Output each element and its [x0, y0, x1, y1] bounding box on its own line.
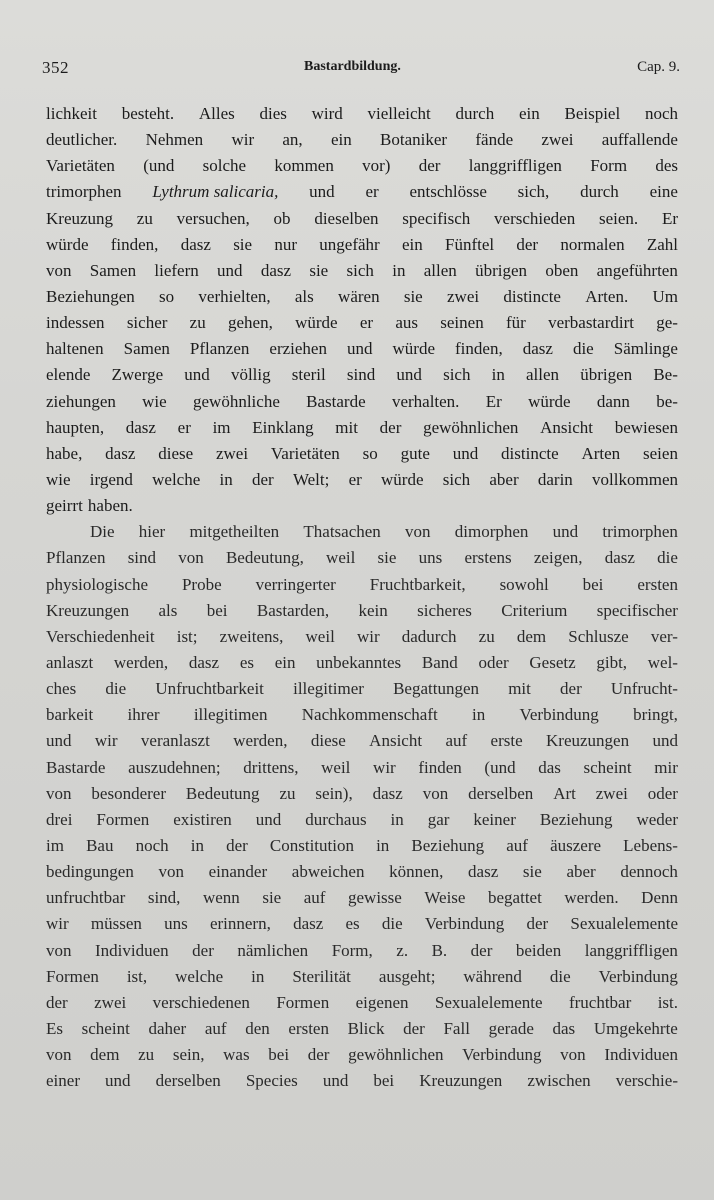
text-line: Beziehungen so verhielten, als wären sie zwei distincte Arten. Um: [46, 286, 678, 306]
text-line: der zwei verschiedenen Formen eigenen Sexualelemente fruchtbar ist.: [46, 992, 678, 1012]
text-line: habe, dasz diese zwei Varietäten so gute und distincte Arten seien: [46, 443, 678, 463]
text-line: Pflanzen sind von Bedeutung, weil sie uns erstens zeigen, dasz die: [46, 548, 678, 568]
paragraph: [46, 519, 678, 1094]
text-line: Die hier mitgetheilten Thatsachen von dimorphen und trimorphen: [90, 522, 678, 542]
text-line: von Individuen der nämlichen Form, z. B. der beiden langgriffligen: [46, 940, 678, 960]
text-line: ziehungen wie gewöhnliche Bastarde verhalten. Er würde dann be-: [46, 391, 678, 411]
text-line: deutlicher. Nehmen wir an, ein Botaniker fände zwei auffallende: [46, 130, 678, 150]
text-line: lichkeit besteht. Alles dies wird vielleicht durch ein Beispiel noch: [46, 104, 678, 123]
text-line: unfruchtbar sind, wenn sie auf gewisse Weise begattet werden. Denn: [46, 888, 678, 908]
text-line: Bastarde auszudehnen; drittens, weil wir finden (und das scheint mir: [46, 757, 678, 777]
text-line: haupten, dasz er im Einklang mit der gewöhnlichen Ansicht bewiesen: [46, 417, 678, 437]
page-number: 352: [42, 58, 69, 77]
text-line: elende Zwerge und völlig steril sind und sich in allen übrigen Be-: [46, 365, 678, 385]
text-line: anlaszt werden, dasz es ein unbekanntes Band oder Gesetz gibt, wel-: [46, 652, 678, 672]
text-line: wie irgend welche in der Welt; er würde sich aber darin vollkommen: [46, 469, 678, 489]
text-line: würde finden, dasz sie nur ungefähr ein Fünftel der normalen Zahl: [46, 234, 678, 254]
text-line: von Samen liefern und dasz sie sich in allen übrigen oben angeführten: [46, 260, 678, 280]
page-header: [42, 58, 680, 80]
running-title: Bastardbildung.: [304, 59, 401, 74]
text-line: trimorphen Lythrum salicaria, und er entschlösse sich, durch eine: [46, 182, 678, 202]
text-line: von dem zu sein, was bei der gewöhnlichen Verbindung von Individuen: [46, 1045, 678, 1065]
text-line: und wir veranlaszt werden, diese Ansicht auf erste Kreuzungen und: [46, 731, 678, 751]
text-line: Kreuzung zu versuchen, ob dieselben specifisch verschieden seien. Er: [46, 208, 678, 228]
text-line: von besonderer Bedeutung zu sein), dasz von derselben Art zwei oder: [46, 783, 678, 803]
text-line: drei Formen existiren und durchaus in gar keiner Beziehung weder: [46, 809, 678, 829]
text-line: einer und derselben Species und bei Kreuzungen zwischen verschie-: [46, 1071, 678, 1091]
text-line: Verschiedenheit ist; zweitens, weil wir dadurch zu dem Schlusze ver-: [46, 626, 678, 646]
text-line: Kreuzungen als bei Bastarden, kein sicheres Criterium specifischer: [46, 600, 678, 620]
text-line: wir müssen uns erinnern, dasz es die Verbindung der Sexualelemente: [46, 914, 678, 934]
text-line: bedingungen von einander abweichen können, dasz sie aber dennoch: [46, 862, 678, 882]
text-line: geirrt haben.: [46, 496, 133, 516]
body-text: [46, 101, 678, 1094]
paragraph: [46, 101, 678, 519]
text-line: Varietäten (und solche kommen vor) der langgriffligen Form des: [46, 156, 678, 176]
text-line: indessen sicher zu gehen, würde er aus seinen für verbastardirt ge-: [46, 313, 678, 333]
text-line: im Bau noch in der Constitution in Beziehung auf äuszere Lebens-: [46, 835, 678, 855]
chapter-label: Cap. 9.: [637, 59, 680, 75]
text-line: Es scheint daher auf den ersten Blick der Fall gerade das Umgekehrte: [46, 1018, 678, 1038]
text-line: barkeit ihrer illegitimen Nachkommenschaft in Verbindung bringt,: [46, 705, 678, 725]
text-line: ches die Unfruchtbarkeit illegitimer Begattungen mit der Unfrucht-: [46, 679, 678, 699]
text-line: haltenen Samen Pflanzen erziehen und würde finden, dasz die Sämlinge: [46, 339, 678, 359]
text-line: Formen ist, welche in Sterilität ausgeht; während die Verbindung: [46, 966, 678, 986]
text-line: physiologische Probe verringerter Fruchtbarkeit, sowohl bei ersten: [46, 574, 678, 594]
